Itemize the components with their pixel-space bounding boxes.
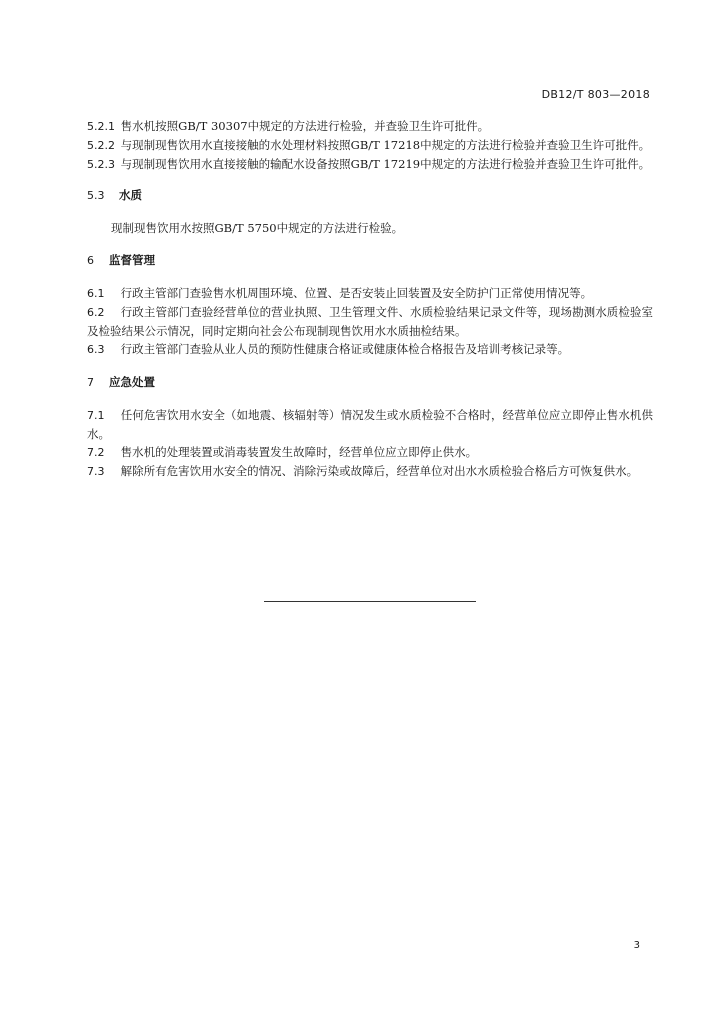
clause-number: 7.1 bbox=[87, 409, 105, 422]
clause-number: 5.2.2 bbox=[87, 139, 115, 152]
clause-number: 7.3 bbox=[87, 465, 105, 478]
section-title: 应急处置 bbox=[109, 375, 156, 389]
clause-7-1 bbox=[87, 406, 653, 443]
clause-number: 7.2 bbox=[87, 446, 105, 459]
clause-5-2-3 bbox=[87, 155, 653, 174]
section-number: 6 bbox=[87, 254, 94, 267]
clause-text: 解除所有危害饮用水安全的情况、消除污染或故障后，经营单位对出水水质检验合格后方可恢复供水。 bbox=[120, 464, 639, 478]
clause-6-2 bbox=[87, 303, 653, 340]
clause-number: 5.2.3 bbox=[87, 158, 115, 171]
page-number: 3 bbox=[633, 940, 640, 951]
clause-text: 行政主管部门查验售水机周围环境、位置、是否安装止回装置及安全防护门正常使用情况等。 bbox=[120, 286, 593, 300]
clause-text: 与现制现售饮用水直接接触的水处理材料按照GB/T 17218中规定的方法进行检验并查验卫生许可批件。 bbox=[120, 138, 651, 152]
section-number: 7 bbox=[87, 376, 94, 389]
end-of-document-rule bbox=[264, 601, 476, 602]
document-code: DB12/T 803—2018 bbox=[541, 88, 650, 101]
clause-number: 6.2 bbox=[87, 306, 105, 319]
clause-5-3-text: 现制现售饮用水按照GB/T 5750中规定的方法进行检验。 bbox=[111, 221, 404, 235]
clause-number: 5.2.1 bbox=[87, 120, 115, 133]
section-number: 5.3 bbox=[87, 189, 105, 202]
clause-text: 售水机的处理装置或消毒装置发生故障时，经营单位应立即停止供水。 bbox=[120, 445, 478, 459]
clause-text: 行政主管部门查验从业人员的预防性健康合格证或健康体检合格报告及培训考核记录等。 bbox=[120, 342, 570, 356]
clause-text: 与现制现售饮用水直接接触的输配水设备按照GB/T 17219中规定的方法进行检验并查验卫生许可批件。 bbox=[120, 157, 651, 171]
clause-text: 任何危害饮用水安全（如地震、核辐射等）情况发生或水质检验不合格时，经营单位应立即停止售水机供水。 bbox=[87, 408, 653, 441]
clause-text: 售水机按照GB/T 30307中规定的方法进行检验，并查验卫生许可批件。 bbox=[120, 119, 490, 133]
section-heading-7 bbox=[87, 373, 653, 392]
document-body bbox=[87, 117, 653, 481]
clause-6-3 bbox=[87, 340, 653, 359]
clause-5-2-2 bbox=[87, 136, 653, 155]
section-heading-5-3 bbox=[87, 186, 653, 205]
clause-number: 6.1 bbox=[87, 287, 105, 300]
clause-number: 6.3 bbox=[87, 343, 105, 356]
section-title: 水质 bbox=[119, 188, 143, 202]
clause-6-1 bbox=[87, 284, 653, 303]
clause-7-3 bbox=[87, 462, 653, 481]
clause-text: 行政主管部门查验经营单位的营业执照、卫生管理文件、水质检验结果记录文件等，现场勘测水质检验室及检验结果公示情况，同时定期向社会公布现制现售饮用水水质抽检结果。 bbox=[87, 305, 653, 338]
section-title: 监督管理 bbox=[109, 253, 156, 267]
clause-5-2-1 bbox=[87, 117, 653, 136]
clause-7-2 bbox=[87, 443, 653, 462]
section-heading-6 bbox=[87, 251, 653, 270]
